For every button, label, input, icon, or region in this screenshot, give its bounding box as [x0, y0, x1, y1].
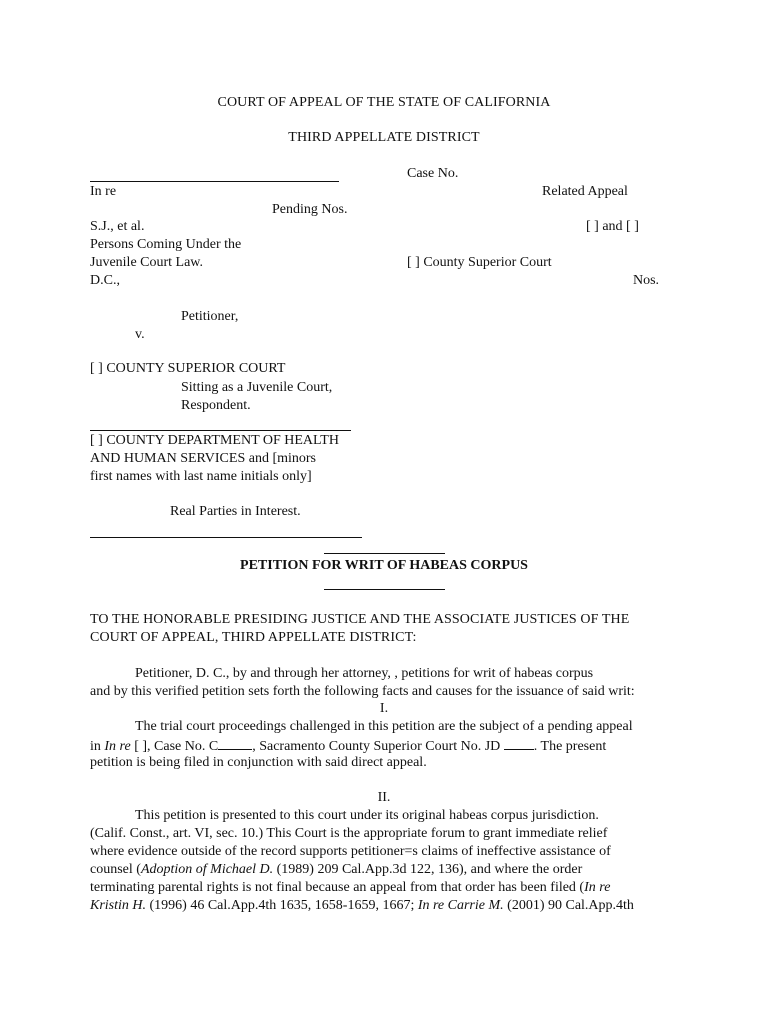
- s1-line-3: petition is being filed in conjunction with said direct appeal.: [90, 755, 427, 770]
- s2-line-2: (Calif. Const., art. VI, sec. 10.) This Court is the appropriate forum to grant immediate relief: [90, 826, 608, 841]
- s2-case-in-re: In re: [584, 880, 611, 895]
- s2-l4-b: (1989) 209 Cal.App.3d 122, 136), and where the order: [273, 862, 583, 877]
- s2-l6-a: (1996) 46 Cal.App.4th 1635, 1658-1659, 1667;: [146, 898, 418, 913]
- s1-l2-c: , Sacramento County Superior Court No. JD: [252, 739, 504, 754]
- s2-l6-b: (2001) 90 Cal.App.4th: [503, 898, 634, 913]
- s2-line-4: [90, 861, 582, 879]
- s2-l4-a: counsel (: [90, 862, 141, 877]
- pending-nos-label: Pending Nos.: [272, 202, 348, 217]
- s2-line-1: This petition is presented to this court under its original habeas corpus jurisdiction.: [135, 808, 599, 823]
- in-re-label: In re: [90, 184, 117, 199]
- caption-rule-top: [90, 181, 339, 182]
- s1-l2-d: . The present: [533, 739, 607, 754]
- s2-l5-a: terminating parental rights is not final because an appeal from that order has been filed (: [90, 880, 585, 895]
- rpi-line-1: [ ] COUNTY DEPARTMENT OF HEALTH: [90, 433, 339, 448]
- bracket-and-bracket: [ ] and [ ]: [586, 219, 639, 234]
- s1-line-2: [90, 736, 606, 756]
- versus-label: v.: [135, 327, 145, 342]
- persons-line-1: Persons Coming Under the: [90, 237, 242, 252]
- respondent-label: Respondent.: [181, 398, 251, 413]
- court-name: COURT OF APPEAL OF THE STATE OF CALIFORNIA: [217, 95, 551, 110]
- real-parties-label: Real Parties in Interest.: [170, 504, 301, 519]
- county-superior-court-label: [ ] County Superior Court: [407, 255, 552, 270]
- respondent-court: [ ] COUNTY SUPERIOR COURT: [90, 361, 286, 376]
- title-rule-bottom: [324, 589, 445, 590]
- s1-case-name: In re: [104, 739, 131, 754]
- s2-line-5: [90, 879, 610, 897]
- intro-line-2: and by this verified petition sets forth the following facts and causes for the issuance of said writ:: [90, 684, 635, 699]
- caption-rule-bottom: [90, 537, 362, 538]
- s2-line-3: where evidence outside of the record supports petitioner=s claims of ineffective assistance of: [90, 844, 611, 859]
- document-title: PETITION FOR WRIT OF HABEAS CORPUS: [240, 558, 528, 573]
- s1-l2-a: in: [90, 739, 105, 754]
- dc-party: D.C.,: [90, 273, 120, 288]
- sitting-as-juvenile: Sitting as a Juvenile Court,: [181, 380, 333, 395]
- address-line-1: TO THE HONORABLE PRESIDING JUSTICE AND THE ASSOCIATE JUSTICES OF THE: [90, 612, 630, 627]
- s2-line-6: [90, 897, 634, 915]
- s2-case-kristin: Kristin H.: [90, 898, 147, 913]
- s1-line-1: The trial court proceedings challenged in this petition are the subject of a pending appeal: [135, 719, 633, 734]
- section-1-number: I.: [379, 701, 389, 716]
- nos-label: Nos.: [633, 273, 660, 288]
- persons-line-2: Juvenile Court Law.: [90, 255, 204, 270]
- sj-party: S.J., et al.: [90, 219, 145, 234]
- section-2-number: II.: [377, 790, 391, 805]
- caption-rule-mid: [90, 430, 351, 431]
- petitioner-label: Petitioner,: [181, 309, 239, 324]
- district-name: THIRD APPELLATE DISTRICT: [288, 130, 480, 145]
- s2-case-michael: Adoption of Michael D.: [140, 862, 274, 877]
- address-line-2: COURT OF APPEAL, THIRD APPELLATE DISTRICT:: [90, 630, 417, 645]
- jd-no-blank: [504, 736, 534, 750]
- s2-case-carrie: In re Carrie M.: [417, 898, 504, 913]
- s1-l2-b: [ ], Case No. C: [130, 739, 219, 754]
- case-no-blank: [218, 736, 252, 750]
- title-rule-top: [324, 553, 445, 554]
- related-appeal-label: Related Appeal: [542, 184, 628, 199]
- intro-line-1: Petitioner, D. C., by and through her attorney, , petitions for writ of habeas corpus: [135, 666, 594, 681]
- rpi-line-2: AND HUMAN SERVICES and [minors: [90, 451, 316, 466]
- rpi-line-3: first names with last name initials only]: [90, 469, 312, 484]
- case-no-label: Case No.: [407, 166, 459, 181]
